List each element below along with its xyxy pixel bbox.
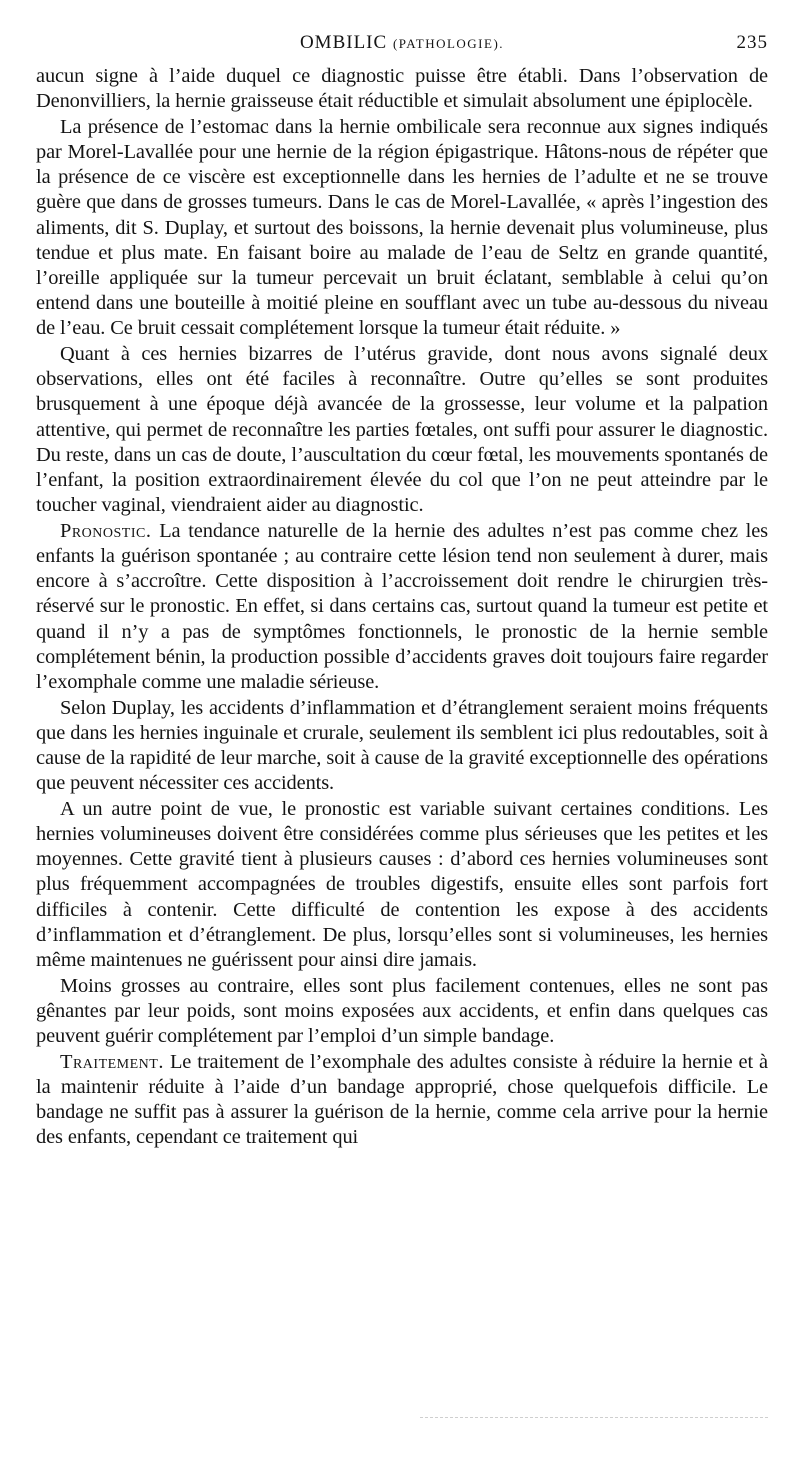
paragraph-text: A un autre point de vue, le pronostic est variable suivant certaines conditions. Les hernies volumineuses doivent être considérées comme plus sérieuses que les petites et les moyennes. Cette gravité tient à plusieurs causes : d’abord ces hernies volumineuses sont plus fréquemment accompagnées de troubles digestifs, ensuite elles sont parfois fort difficiles à contenir. Cette difficulté de contention les expose à des accidents d’inflammation et d’étranglement. De plus, lorsqu’elles sont si volumineuses, les hernies même maintenues ne guérissent pour ainsi dire jamais.	[36, 797, 768, 972]
page-number: 235	[736, 32, 768, 53]
running-header	[36, 28, 768, 64]
paragraph-text: Le traitement de l’exomphale des adultes consiste à réduire la hernie et à la maintenir réduite à l’aide d’un bandage approprié, chose quelquefois difficile. Le bandage ne suffit pas à assurer la guérison de la hernie, comme cela arrive pour la hernie des enfants, cependant ce traitement qui	[36, 1050, 768, 1149]
paragraph-uterus	[36, 342, 768, 518]
running-title-main: OMBILIC	[299, 32, 388, 53]
paragraph-stomach	[36, 115, 768, 342]
running-title-subtitle: (PATHOLOGIE).	[392, 36, 505, 51]
paragraph-text: La tendance naturelle de la hernie des adultes n’est pas comme chez les enfants la guérison spontanée ; au contraire cette lésion tend non seulement à durer, mais encore à s’accroître. Cette disposition à l’accroissement doit rendre le chirurgien très-réservé sur le pronostic. En effet, si dans certains cas, surtout quand la tumeur est petite et quand il n’y a pas de symptômes fonctionnels, le pronostic de la hernie semble complétement bénin, la production possible d’accidents graves doit toujours faire regarder l’exomphale comme une maladie sérieuse.	[36, 519, 768, 694]
paragraph-moins-grosses	[36, 974, 768, 1050]
paragraph-continuation	[36, 64, 768, 114]
paragraph-duplay	[36, 696, 768, 797]
footer-rule	[420, 1417, 768, 1418]
paragraph-volumineuses	[36, 797, 768, 973]
section-heading-pronostic: Pronostic.	[60, 519, 152, 542]
paragraph-text: Selon Duplay, les accidents d’inflammation et d’étranglement seraient moins fréquents que dans les hernies inguinale et crurale, seulement ils semblent ici plus redoutables, soit à cause de la rapidité de leur marche, soit à cause de la gravité exceptionnelle des opérations que peuvent nécessiter ces accidents.	[36, 696, 768, 795]
body-text	[36, 64, 768, 1150]
page	[36, 28, 768, 1150]
paragraph-pronostic	[36, 519, 768, 695]
paragraph-traitement	[36, 1050, 768, 1151]
paragraph-text: aucun signe à l’aide duquel ce diagnostic puisse être établi. Dans l’observation de Denonvilliers, la hernie graisseuse était réductible et simulait absolument une épiplocèle.	[36, 65, 768, 113]
paragraph-text: Moins grosses au contraire, elles sont plus facilement contenues, elles ne sont pas gênantes par leur poids, sont moins exposées aux accidents, et enfin dans quelques cas peuvent guérir complétement par l’emploi d’un simple bandage.	[36, 974, 768, 1048]
running-title	[36, 32, 768, 54]
section-heading-traitement: Traitement.	[60, 1050, 164, 1073]
paragraph-text: La présence de l’estomac dans la hernie ombilicale sera reconnue aux signes indiqués par Morel-Lavallée pour une hernie de la région épigastrique. Hâtons-nous de répéter que la présence de ce viscère est exceptionnelle dans les hernies de l’adulte et ne se trouve guère que dans de grosses tumeurs. Dans le cas de Morel-Lavallée, « après l’ingestion des aliments, dit S. Duplay, et surtout des boissons, la hernie devenait plus volumineuse, plus tendue et plus mate. En faisant boire au malade de l’eau de Seltz en grande quantité, l’oreille appliquée sur la tumeur percevait un bruit éclatant, semblable à celui qu’on entend dans une bouteille à moitié pleine en soufflant avec un tube au-dessous du niveau de l’eau. Ce bruit cessait complétement lorsque la tumeur était réduite. »	[36, 115, 768, 340]
paragraph-text: Quant à ces hernies bizarres de l’utérus gravide, dont nous avons signalé deux observations, elles ont été faciles à reconnaître. Outre qu’elles se sont produites brusquement à une époque déjà avancée de la grossesse, leur volume et la palpation attentive, qui permet de reconnaître les parties fœtales, ont suffi pour assurer le diagnostic. Du reste, dans un cas de doute, l’auscultation du cœur fœtal, les mouvements spontanés de l’enfant, la position extraordinairement élevée du col que l’on ne peut atteindre par le toucher vaginal, viendraient aider au diagnostic.	[36, 343, 768, 517]
